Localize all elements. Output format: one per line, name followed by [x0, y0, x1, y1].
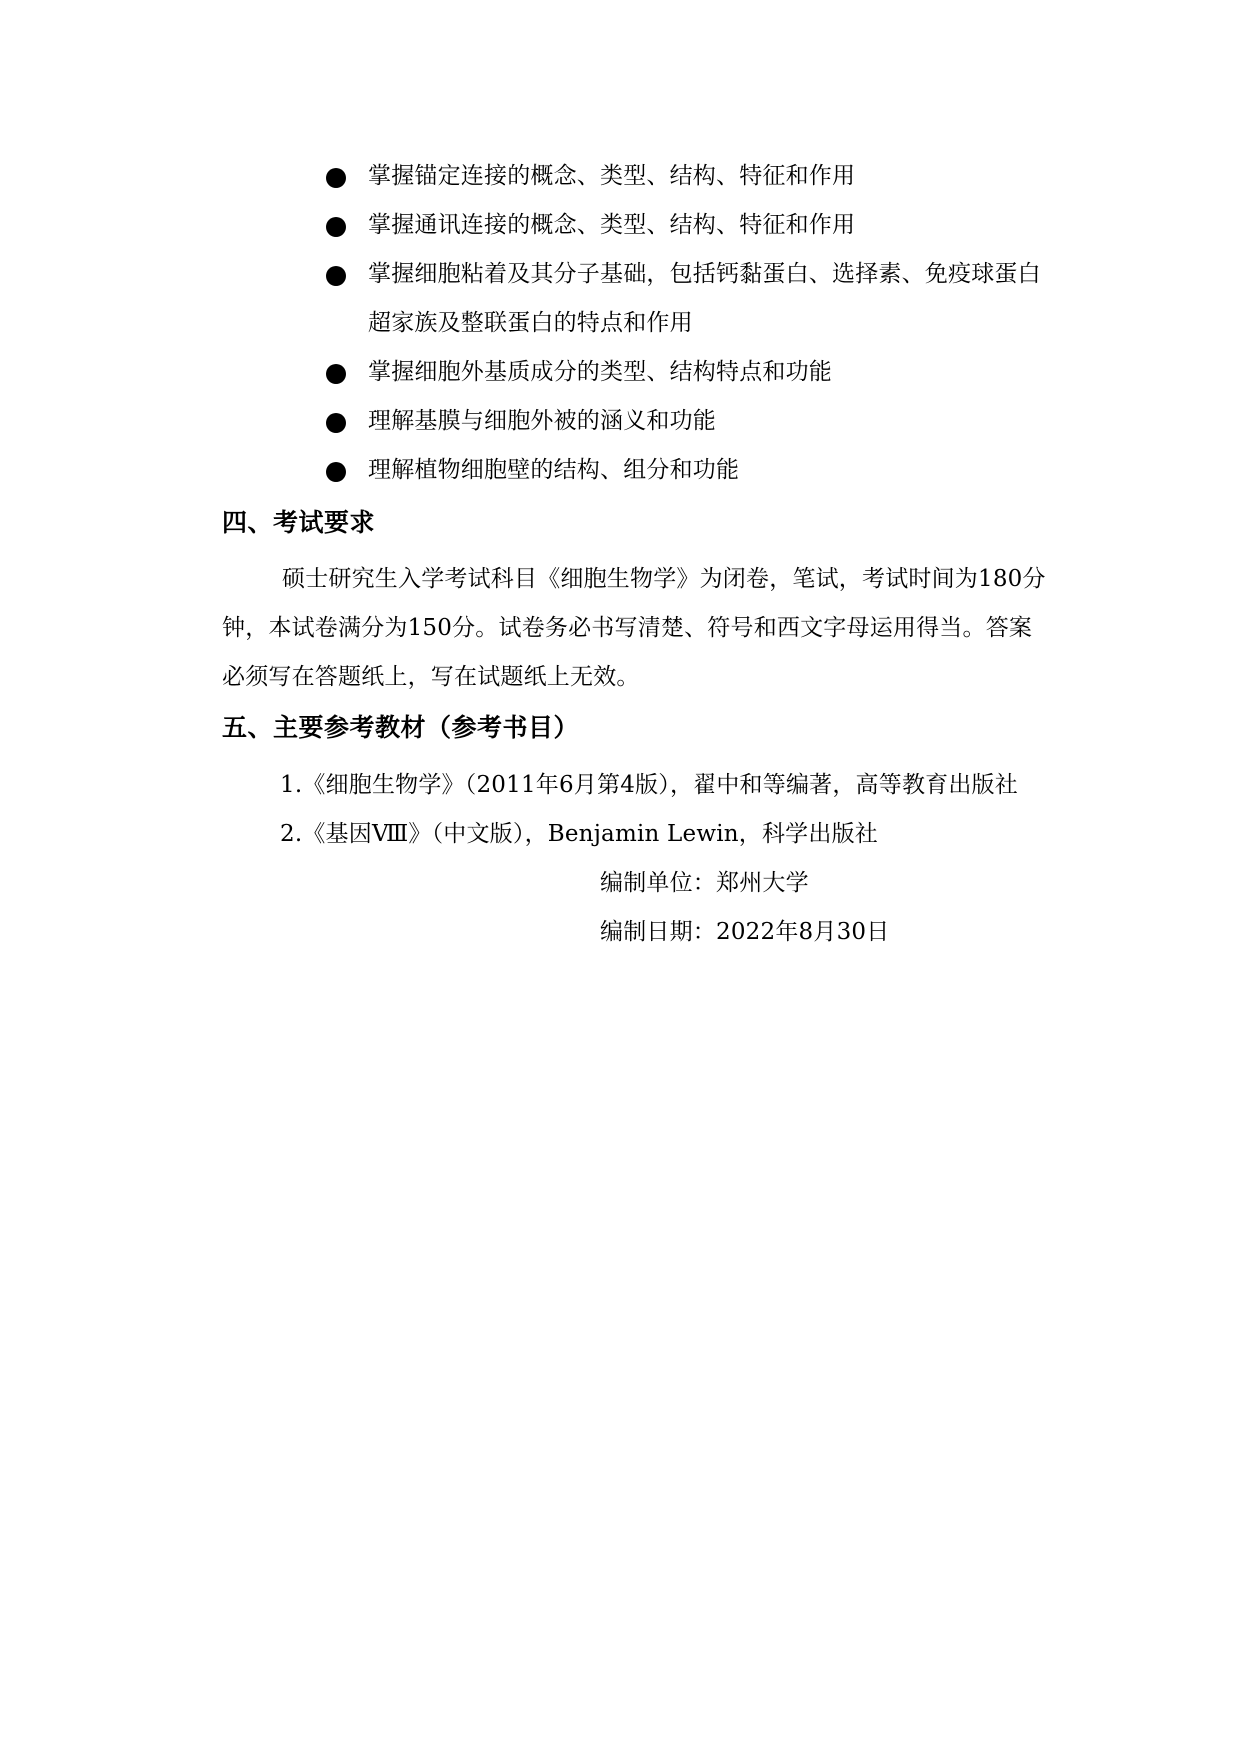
- bullet-icon: [326, 462, 346, 482]
- bullet-text: 理解基膜与细胞外被的涵义和功能: [368, 408, 716, 434]
- bullet-text: 掌握通讯连接的概念、类型、结构、特征和作用: [368, 212, 856, 238]
- reference-item: 1.《细胞生物学》（2011年6月第4版），翟中和等编著，高等教育出版社: [280, 772, 1018, 798]
- bullet-text: 掌握细胞外基质成分的类型、结构特点和功能: [368, 359, 832, 385]
- compiling-date: 编制日期：2022年8月30日: [600, 919, 890, 945]
- bullet-icon: [326, 413, 346, 433]
- bullet-text-continuation: 超家族及整联蛋白的特点和作用: [368, 310, 693, 336]
- section-heading-exam-requirements: 四、考试要求: [222, 508, 376, 537]
- section-heading-references: 五、主要参考教材（参考书目）: [222, 713, 580, 742]
- bullet-icon: [326, 266, 346, 286]
- paragraph-line: 硕士研究生入学考试科目《细胞生物学》为闭卷，笔试，考试时间为180分: [282, 566, 1046, 592]
- paragraph-line: 必须写在答题纸上，写在试题纸上无效。: [222, 664, 640, 690]
- bullet-icon: [326, 364, 346, 384]
- bullet-icon: [326, 217, 346, 237]
- bullet-text: 理解植物细胞壁的结构、组分和功能: [368, 457, 740, 483]
- reference-item: 2.《基因Ⅷ》（中文版），Benjamin Lewin，科学出版社: [280, 821, 878, 847]
- bullet-icon: [326, 168, 346, 188]
- bullet-text: 掌握锚定连接的概念、类型、结构、特征和作用: [368, 163, 856, 189]
- bullet-text: 掌握细胞粘着及其分子基础，包括钙黏蛋白、选择素、免疫球蛋白: [368, 261, 1041, 287]
- paragraph-line: 钟，本试卷满分为150分。试卷务必书写清楚、符号和西文字母运用得当。答案: [222, 615, 1033, 641]
- compiling-unit: 编制单位：郑州大学: [600, 870, 809, 896]
